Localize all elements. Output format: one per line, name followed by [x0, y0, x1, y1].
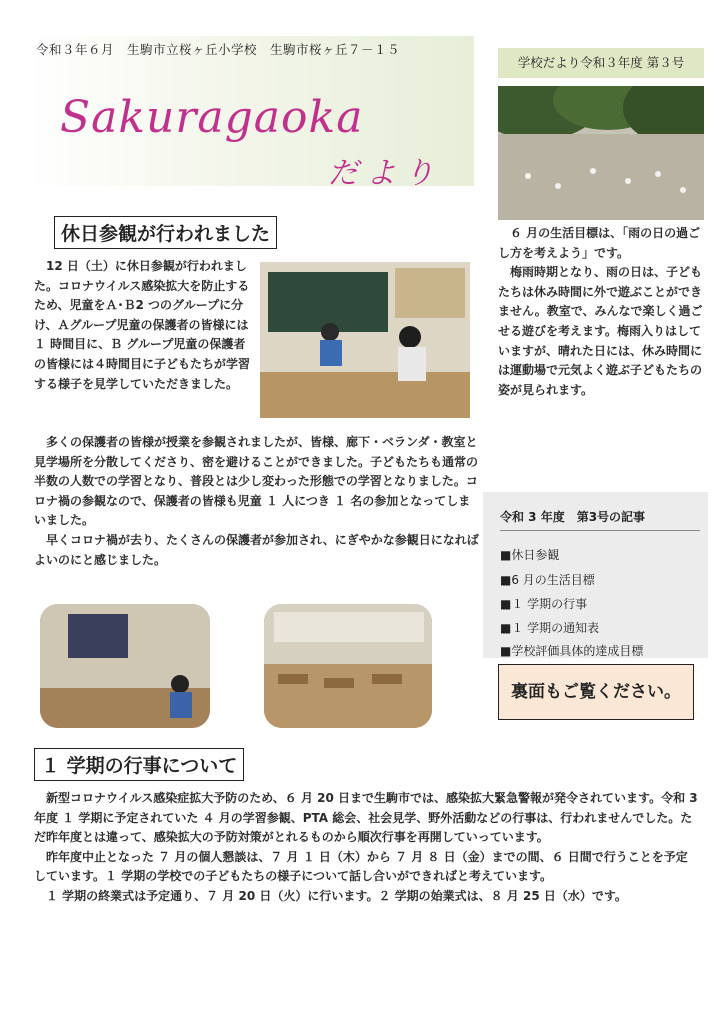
section1-paragraph-full: 多くの保護者の皆様が授業を参観されましたが、皆様、廊下・ベランダ・教室と見学場所を分散してくださり、密を避けることができました。子どもたちも通常の半数の人数での学習となり、普段とは少し変わった形態での学習となりました。コロナ禍の参観なので、保護者の皆様も児童 １ 人につき １ 名の参加となってしまいました。 早くコロナ禍が去り、たくさんの保護者が参加され、にぎやかな参観日になればよいのにと感じました。 [34, 435, 479, 567]
lesson-photo-right [264, 604, 432, 728]
back-page-notice: 裏面もご覧ください。 [498, 664, 694, 720]
section1-paragraph-left: 12 日（土）に休日参観が行われました。コロナウイルス感染拡大を防止するため、児童をＡ･Ｂ2 つのグループに分け、Ａグループ児童の保護者の皆様には １ 時間目に、Ｂ グループ児童の保護者の皆様には４時間目に子どもたちが学習する様子を見学していただきました。 [34, 259, 251, 391]
issue-label: 学校だより令和３年度 第３号 [498, 48, 704, 78]
article-list-item: ■学校評価具体的達成目標 [500, 644, 644, 658]
article-list-item: ■１ 学期の通知表 [500, 621, 600, 635]
logo-subtitle: だより [328, 156, 442, 191]
section2-body: 新型コロナウイルス感染症拡大予防のため、６ 月 20 日まで生駒市では、感染拡大緊急警報が発令されています。令和 3 年度 １ 学期に予定されていた ４ 月の学習参観、PTA 総会、社会見学、野外活動などの行事は、行われませんでした。ただ昨年度とは違って、感染拡大の予防対策がとれるものから順次行事を再開していっています。 昨年度中止となった ７ 月の個人懇談は、７ 月 １ 日（木）から ７ 月 ８ 日（金）までの間、６ 日間で行うことを予定しています。１ 学期の学校での子どもたちの様子について話し合いができればと考えています。 １ 学期の終業式は予定通り、７ 月 20 日（火）に行います。２ 学期の始業式は、８ 月 25 日（水）です。 [34, 791, 698, 903]
article-list-divider [500, 530, 700, 531]
classroom-photo [260, 262, 470, 418]
section2-heading: １ 学期の行事について [34, 748, 244, 781]
header-date-school: 令和３年６月 生駒市立桜ヶ丘小学校 生駒市桜ヶ丘７－１５ [36, 42, 401, 57]
article-list-item: ■6 月の生活目標 [500, 573, 595, 587]
monthly-goal-text: ６ 月の生活目標は、「雨の日の過ごし方を考えよう」です。 梅雨時期となり、雨の日は、子どもたちは休み時間に外で遊ぶことができません。教室で、みんなで楽しく過ごせる遊びを考えます。梅雨入りはしていますが、晴れた日には、休み時間には運動場で元気よく遊ぶ子どもたちの姿が見られます。 [498, 226, 703, 397]
lesson-photo-left [40, 604, 210, 728]
section1-heading: 休日参観が行われました [54, 216, 277, 249]
article-list-item: ■１ 学期の行事 [500, 597, 588, 611]
article-list-title: 令和 3 年度 第3号の記事 [500, 510, 646, 524]
schoolyard-photo [498, 86, 704, 220]
article-list-item: ■休日参観 [500, 548, 560, 562]
logo-title: Sakuragaoka [60, 92, 364, 143]
